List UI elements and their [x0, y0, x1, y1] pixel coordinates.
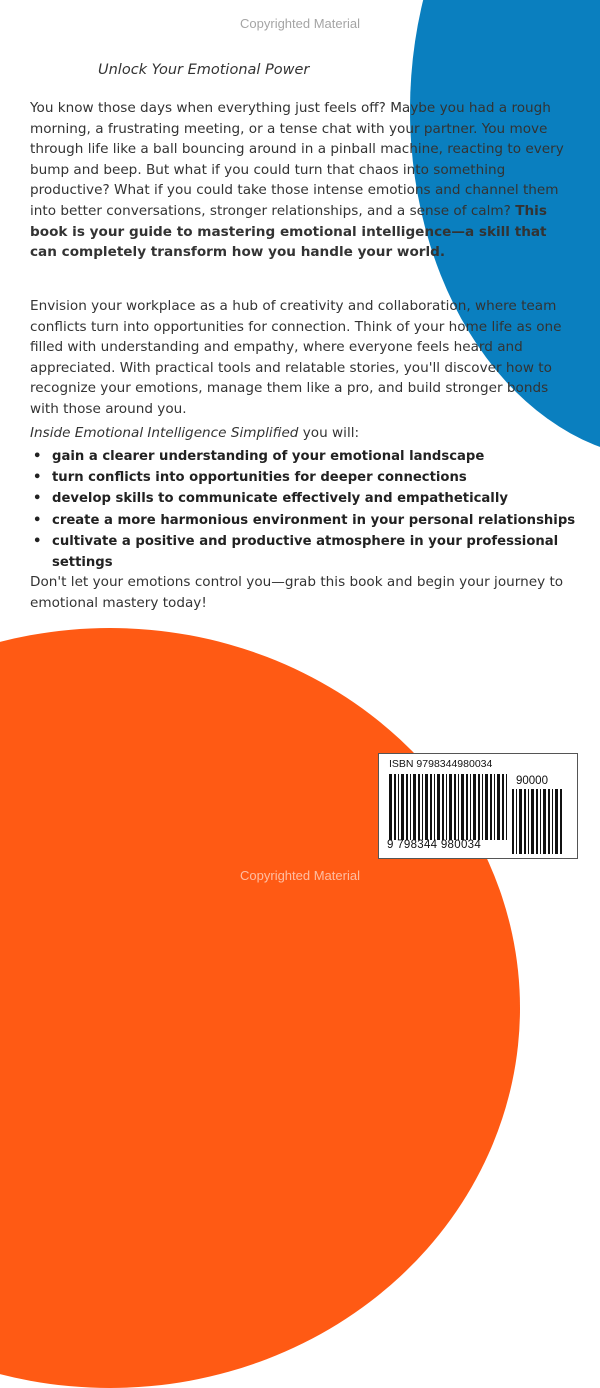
- barcode-digits: 9 798344 980034: [387, 839, 482, 851]
- paragraph-intro-text: You know those days when everything just feels off? Maybe you had a rough morning, a frustrating meeting, or a tense chat with your partner. You move through life like a ball bouncing around in a pinball machine, reacting to every bump and beep. But what if you could turn that chaos into something productive? What if you could take those intense emotions and channel them into better conversations, stronger relationships, and a sense of calm?: [30, 100, 564, 219]
- list-item: • create a more harmonious environment in your personal relationships: [30, 510, 590, 531]
- benefit-list: [30, 446, 590, 573]
- watermark-top: Copyrighted Material: [240, 16, 360, 31]
- list-item: • gain a clearer understanding of your emotional landscape: [30, 446, 590, 467]
- isbn-label: ISBN 9798344980034: [389, 758, 493, 770]
- inside-intro: [30, 425, 359, 441]
- list-item: • develop skills to communicate effectively and empathetically: [30, 488, 590, 509]
- watermark-bottom: Copyrighted Material: [240, 868, 360, 883]
- paragraph-intro-bold: This book is your guide to mastering emotional intelligence—a skill that can completely transform how you handle your world.: [30, 202, 547, 261]
- list-item: • turn conflicts into opportunities for deeper connections: [30, 467, 590, 488]
- orange-circle-decoration: [0, 628, 520, 1388]
- paragraph-intro: [30, 98, 578, 263]
- book-title-italic: Inside Emotional Intelligence Simplified: [30, 425, 299, 441]
- heading: Unlock Your Emotional Power: [98, 62, 310, 78]
- inside-intro-rest: you will:: [298, 425, 360, 441]
- paragraph-envision: Envision your workplace as a hub of creativity and collaboration, where team conflicts turn into opportunities for connection. Think of your home life as one filled with understanding and empathy, where everyone feels heard and appreciated. With practical tools and relatable stories, you'll discover how to recognize your emotions, manage them like a pro, and build stronger bonds with those around you.: [30, 298, 562, 417]
- price-code: 90000: [516, 775, 548, 787]
- barcode-bars: [389, 774, 509, 840]
- addon-barcode-bars: [512, 789, 566, 854]
- list-item: • cultivate a positive and productive atmosphere in your professional settings: [30, 531, 590, 573]
- isbn-barcode: [378, 753, 578, 859]
- paragraph-closing: Don't let your emotions control you—grab this book and begin your journey to emotional mastery today!: [30, 574, 564, 611]
